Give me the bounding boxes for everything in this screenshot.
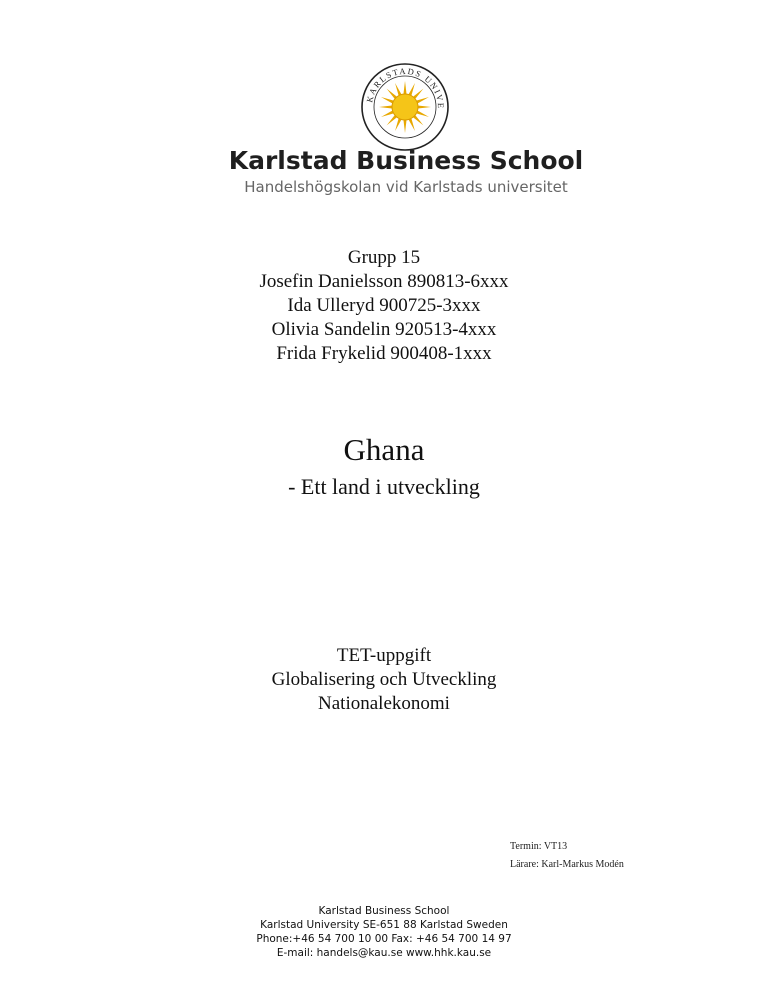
- sun-ray: [403, 81, 406, 95]
- seal-ring-text: KARLSTADS UNIVE: [364, 65, 447, 110]
- author-line: Olivia Sandelin 920513-4xxx: [271, 319, 497, 340]
- term-label: Termin: VT13: [510, 841, 568, 852]
- course-name: Globalisering och Utveckling: [271, 669, 497, 690]
- teacher-label: Lärare: Karl-Markus Modén: [510, 859, 624, 870]
- sun-seal-icon: [360, 62, 450, 152]
- footer-line: Phone:+46 54 700 10 00 Fax: +46 54 700 14 97: [256, 933, 512, 945]
- author-line: Frida Frykelid 900408-1xxx: [276, 343, 492, 364]
- group-label: Grupp 15: [347, 247, 421, 268]
- school-subtitle: Handelshögskolan vid Karlstads universitet: [244, 178, 568, 196]
- document-title: Ghana: [343, 432, 425, 467]
- footer-line: Karlstad Business School: [318, 905, 450, 917]
- meta-block: [510, 838, 624, 874]
- author-block: [0, 246, 768, 366]
- course-subject: Nationalekonomi: [318, 693, 450, 714]
- footer: [0, 904, 768, 960]
- course-block: [0, 644, 768, 716]
- assignment-type: TET-uppgift: [336, 645, 432, 666]
- school-name: Karlstad Business School: [228, 146, 584, 175]
- sun-ray: [417, 105, 431, 108]
- document-subtitle: - Ett land i utveckling: [288, 474, 480, 499]
- author-line: Ida Ulleryd 900725-3xxx: [287, 295, 481, 316]
- sun-ray: [379, 105, 393, 108]
- footer-line: Karlstad University SE-651 88 Karlstad Sweden: [260, 919, 508, 931]
- author-line: Josefin Danielsson 890813-6xxx: [259, 271, 509, 292]
- footer-line: E-mail: handels@kau.se www.hhk.kau.se: [276, 947, 492, 959]
- sun-ray: [403, 119, 406, 133]
